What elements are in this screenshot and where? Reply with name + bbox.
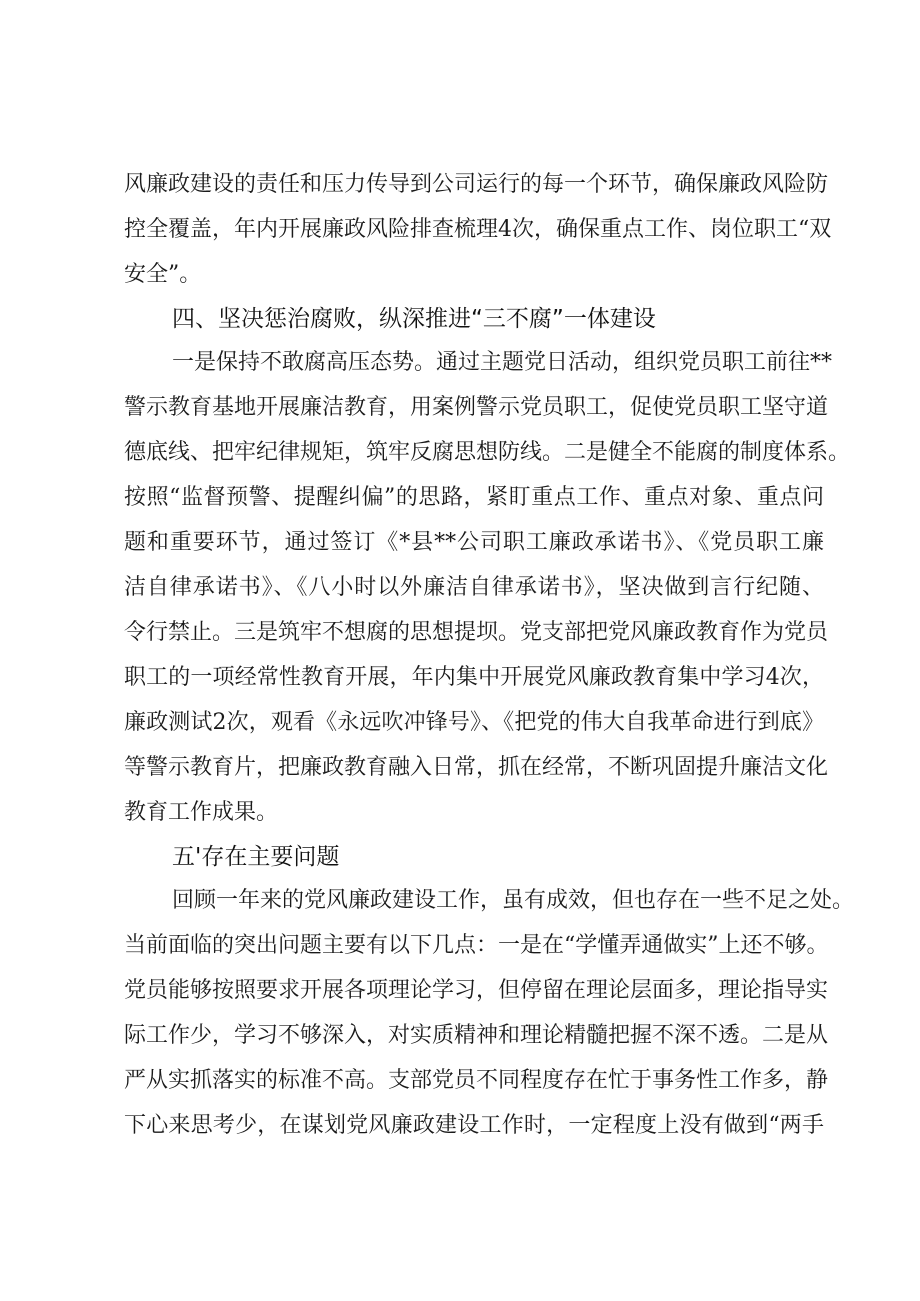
- paragraph-line: 下心来思考少，在谋划党风廉政建设工作时，一定程度上没有做到“两手: [124, 1113, 824, 1138]
- paragraph-line: 一是保持不敢腐高压态势。通过主题党日活动，组织党员职工前往**: [172, 350, 833, 375]
- section-heading-5: 五'存在主要问题: [172, 844, 340, 870]
- paragraph-line: 按照“监督预警、提醒纠偏”的思路，紧盯重点工作、重点对象、重点问: [124, 485, 824, 510]
- paragraph-line: 严从实抓落实的标准不高。支部党员不同程度存在忙于事务性工作多，静: [124, 1068, 829, 1093]
- paragraph-line: 令行禁止。三是筑牢不想腐的思想提坝。党支部把党风廉政教育作为党员: [124, 620, 829, 645]
- paragraph-line: 控全覆盖，年内开展廉政风险排查梳理4次，确保重点工作、岗位职工“双: [124, 217, 832, 242]
- paragraph-line: 党员能够按照要求开展各项理论学习，但停留在理论层面多，理论指导实: [124, 978, 829, 1003]
- paragraph-line: 当前面临的突出问题主要有以下几点：一是在“学懂弄通做实”上还不够。: [124, 933, 829, 958]
- paragraph-line: 职工的一项经常性教育开展，年内集中开展党风廉政教育集中学习4次，: [124, 665, 824, 690]
- paragraph-line: 题和重要环节，通过签订《*县**公司职工廉政承诺书》、《党员职工廉: [124, 530, 824, 555]
- paragraph-line: 廉政测试2次，观看《永远吹冲锋号》、《把党的伟大自我革命进行到底》: [124, 710, 824, 735]
- paragraph-line: 风廉政建设的责任和压力传导到公司运行的每一个环节，确保廉政风险防: [124, 172, 829, 197]
- paragraph-line: 洁自律承诺书》、《八小时以外廉洁自律承诺书》，坚决做到言行纪随、: [124, 575, 824, 600]
- paragraph-line: 警示教育基地开展廉洁教育，用案例警示党员职工，促使党员职工坚守道: [124, 395, 829, 420]
- paragraph-line: 德底线、把牢纪律规矩，筑牢反腐思想防线。二是健全不能腐的制度体系。: [124, 440, 851, 465]
- paragraph-line: 教育工作成果。: [124, 800, 279, 825]
- paragraph-line: 回顾一年来的党风廉政建设工作，虽有成效，但也存在一些不足之处。: [172, 888, 855, 913]
- paragraph-line: 等警示教育片，把廉政教育融入日常，抓在经常，不断巩固提升廉洁文化: [124, 755, 829, 780]
- paragraph-line: 安全”。: [124, 262, 202, 287]
- paragraph-line: 际工作少，学习不够深入，对实质精神和理论精髓把握不深不透。二是从: [124, 1023, 829, 1048]
- section-heading-4: 四、坚决惩治腐败，纵深推进“三不腐”一体建设: [172, 306, 656, 332]
